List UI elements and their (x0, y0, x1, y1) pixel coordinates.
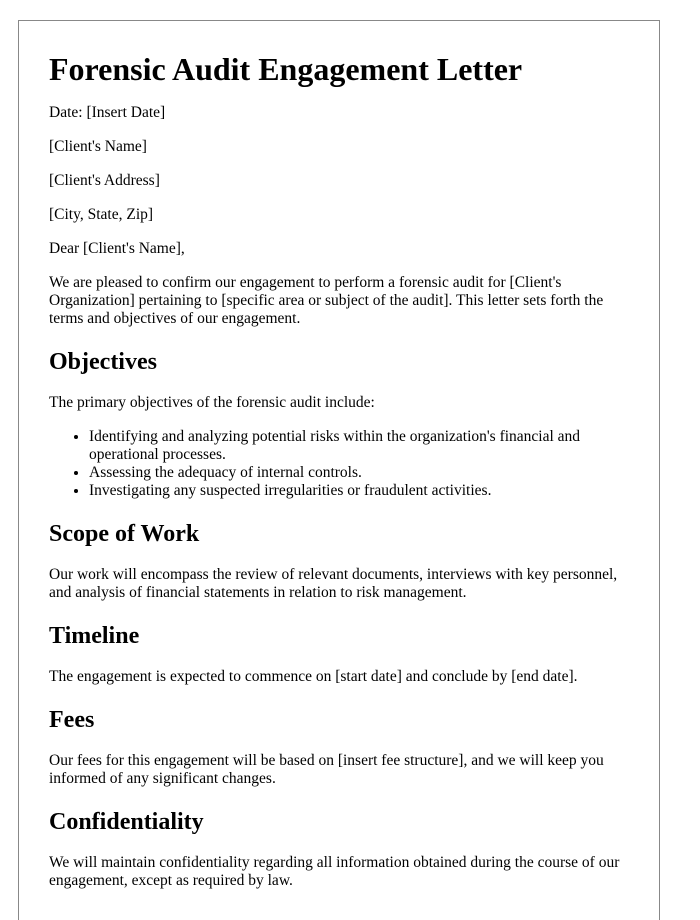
letter-date: Date: [Insert Date] (49, 104, 166, 121)
scope-heading: Scope of Work (49, 521, 200, 547)
fees-paragraph: Our fees for this engagement will be based on [insert fee structure], and we will keep you informed of any significant changes. (49, 752, 604, 787)
objectives-list (49, 428, 629, 500)
scope-paragraph: Our work will encompass the review of relevant documents, interviews with key personnel, and analysis of financial statements in relation to risk management. (49, 566, 618, 601)
confidentiality-paragraph: We will maintain confidentiality regarding all information obtained during the course of our engagement, except as required by law. (49, 854, 620, 889)
client-address-line: [Client's Address] (49, 172, 160, 189)
confidentiality-heading: Confidentiality (49, 809, 204, 835)
objective-item: • Investigating any suspected irregularities or fraudulent activities. (89, 482, 629, 500)
objectives-heading: Objectives (49, 349, 157, 375)
objective-item: • Identifying and analyzing potential risks within the organization's financial and operational processes. (89, 428, 629, 464)
fees-heading: Fees (49, 707, 95, 733)
letter-title: Forensic Audit Engagement Letter (49, 51, 523, 87)
salutation: Dear [Client's Name], (49, 240, 185, 257)
intro-paragraph: We are pleased to confirm our engagement to perform a forensic audit for [Client's Organization] pertaining to [specific area or subject of the audit]. This letter sets forth the terms and objectives of our engagement. (49, 274, 604, 327)
timeline-paragraph: The engagement is expected to commence on [start date] and conclude by [end date]. (49, 668, 578, 685)
objective-item: • Assessing the adequacy of internal controls. (89, 464, 629, 482)
letter-document (18, 20, 660, 920)
city-state-zip-line: [City, State, Zip] (49, 206, 154, 223)
client-name-line: [Client's Name] (49, 138, 147, 155)
objectives-intro: The primary objectives of the forensic audit include: (49, 394, 375, 411)
timeline-heading: Timeline (49, 623, 140, 649)
